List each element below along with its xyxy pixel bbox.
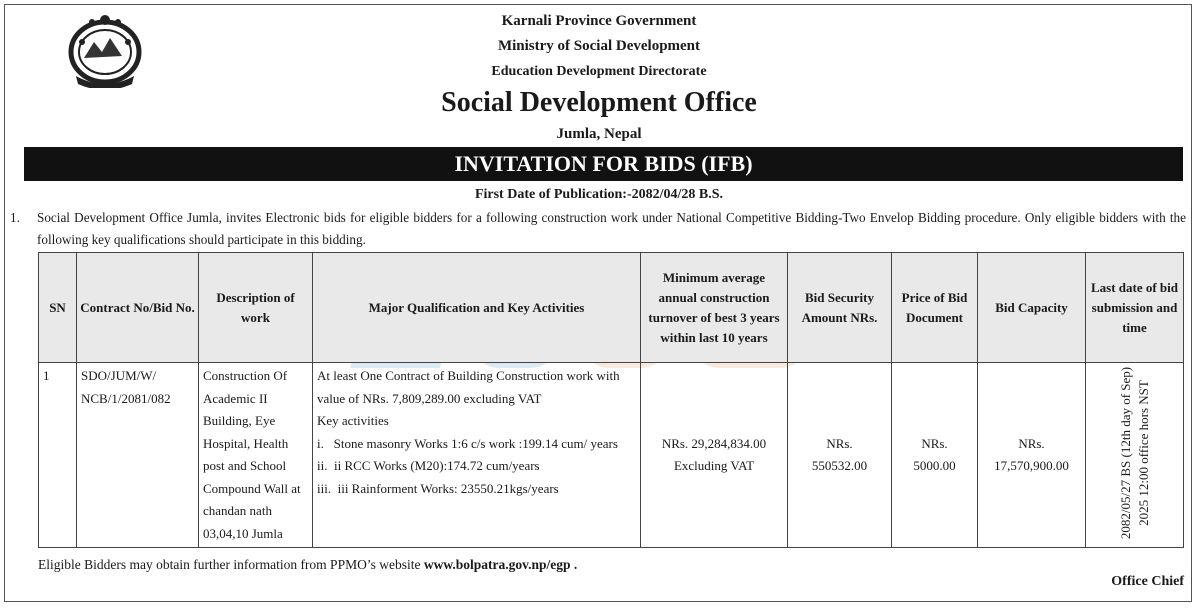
ifb-banner: INVITATION FOR BIDS (IFB) [24,147,1183,181]
security-amount: 550532.00 [811,458,868,473]
capacity-amount: 17,570,900.00 [994,458,1069,473]
office-location: Jumla, Nepal [556,126,642,142]
key-activities-label: Key activities [317,413,389,428]
price-currency: NRs. [921,435,948,451]
header-description: Description of work [199,253,313,363]
price-amount: 5000.00 [913,458,956,473]
security-currency: NRs. [826,435,853,451]
turnover-note: Excluding VAT [673,458,755,473]
footer-note-prefix: Eligible Bidders may obtain further information from PPMO’s website [38,557,424,572]
table-header-row [39,253,1184,363]
footer-note-suffix: . [570,557,578,572]
activity-text: Stone masonry Works 1:6 c/s work :199.14 cum/ years [333,435,618,451]
activity-item [317,455,636,478]
ministry-name: Ministry of Social Development [497,38,701,54]
activity-text: ii RCC Works (M20):174.72 cum/years [333,458,540,473]
deadline-text: 2082/05/27 BS (12th day of Sep) 2025 12:00 office hors NST [1117,366,1151,540]
cell-description: Construction Of Academic II Building, Eye Hospital, Health post and School Compound Wall at chandan nath 03,04,10 Jumla [199,363,313,548]
header-capacity: Bid Capacity [978,253,1086,363]
cell-qualification [313,363,641,548]
header-sn: SN [39,253,77,363]
header-deadline: Last date of bid submission and time [1086,253,1184,363]
activity-marker: iii. [317,480,332,496]
cell-price [892,363,978,548]
cell-contract: SDO/JUM/W/ NCB/1/2081/082 [77,363,199,548]
deadline-wrapper [1090,365,1179,541]
ppmo-website-link[interactable]: www.bolpatra.gov.np/egp [423,557,571,572]
signatory: Office Chief [1111,574,1184,589]
cell-turnover [641,363,788,548]
cell-capacity [978,363,1086,548]
header-price: Price of Bid Document [892,253,978,363]
activity-marker: i. [317,435,324,451]
office-name: Social Development Office [441,87,757,118]
header-security: Bid Security Amount NRs. [788,253,892,363]
header-qualification: Major Qualification and Key Activities [313,253,641,363]
table-row [39,363,1184,548]
cell-sn: 1 [39,363,77,548]
government-name: Karnali Province Government [501,13,697,29]
footer-note [38,557,577,573]
activity-marker: ii. [317,458,328,473]
publication-date: First Date of Publication:-2082/04/28 B.S. [474,187,724,202]
paragraph-number: 1. [10,210,20,225]
header-turnover: Minimum average annual construction turnover of best 3 years within last 10 years [641,253,788,363]
cell-deadline [1086,363,1184,548]
capacity-currency: NRs. [1018,435,1045,451]
directorate-name: Education Development Directorate [491,64,707,79]
intro-text: Social Development Office Jumla, invites Electronic bids for eligible bidders for a following construction work under National Competitive Bidding-Two Envelop Bidding procedure. Only eligible bidders with the following key qualifications should participate in this bidding. [37,210,1186,247]
activity-item [317,433,636,456]
intro-paragraph [10,207,1186,251]
header-contract: Contract No/Bid No. [77,253,199,363]
qualification-intro: At least One Contract of Building Construction work with value of NRs. 7,809,289.00 excluding VAT [317,368,620,406]
cell-security [788,363,892,548]
turnover-amount: NRs. 29,284,834.00 [661,435,767,451]
activity-text: iii Rainforment Works: 23550.21kgs/years [337,480,559,496]
bid-table [38,252,1184,548]
activity-item [317,478,636,501]
